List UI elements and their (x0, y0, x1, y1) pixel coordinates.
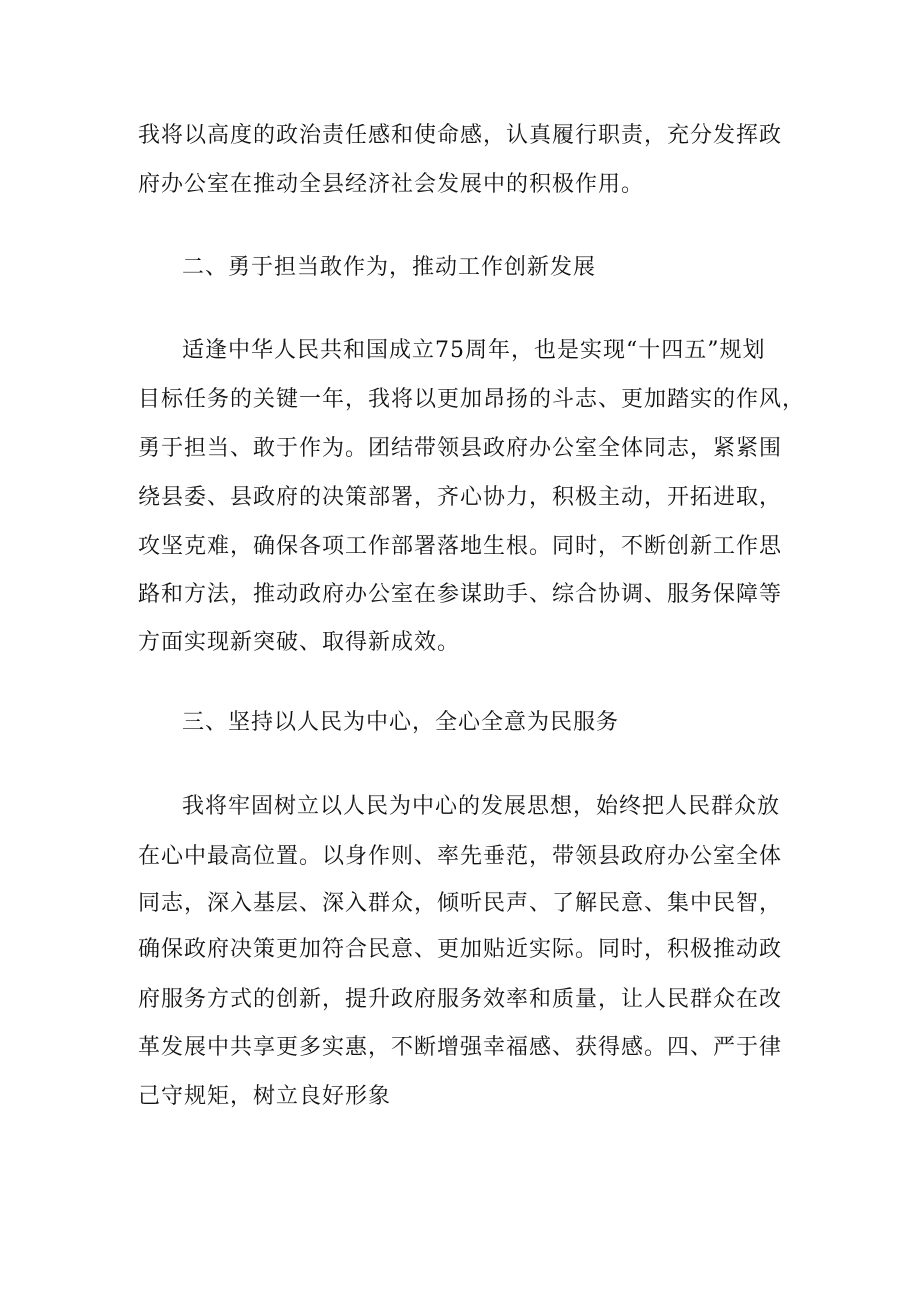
paragraph-2-line-6: 路和方法，推动政府办公室在参谋助手、综合协调、服务保障等 (138, 582, 783, 607)
paragraph-3-line-7: 己守规矩，树立良好形象 (138, 1084, 392, 1109)
paragraph-1-line-1: 我将以高度的政治责任感和使命感，认真履行职责，充分发挥政 (138, 123, 783, 148)
paragraph-3-line-6: 革发展中共享更多实惠，不断增强幸福感、获得感。四、严于律 (138, 1035, 783, 1060)
paragraph-2-line-7: 方面实现新突破、取得新成效。 (138, 630, 461, 655)
paragraph-3-line-5: 府服务方式的创新，提升政府服务效率和质量，让人民群众在改 (138, 987, 783, 1012)
paragraph-3-line-1: 我将牢固树立以人民为中心的发展思想，始终把人民群众放 (182, 794, 781, 819)
section-heading-2: 二、勇于担当敢作为，推动工作创新发展 (182, 255, 597, 280)
paragraph-1-line-2: 府办公室在推动全县经济社会发展中的积极作用。 (138, 172, 645, 197)
section-heading-3: 三、坚持以人民为中心，全心全意为民服务 (182, 710, 620, 735)
paragraph-2-line-4: 绕县委、县政府的决策部署，齐心协力，积极主动，开拓进取， (138, 485, 783, 510)
paragraph-2-line-5: 攻坚克难，确保各项工作部署落地生根。同时，不断创新工作思 (138, 534, 783, 559)
paragraph-3-line-2: 在心中最高位置。以身作则、率先垂范，带领县政府办公室全体 (138, 844, 783, 869)
paragraph-2-line-3: 勇于担当、敢于作为。团结带领县政府办公室全体同志，紧紧围 (138, 436, 783, 461)
paragraph-3-line-3: 同志，深入基层、深入群众，倾听民声、了解民意、集中民智， (138, 891, 783, 916)
paragraph-3-line-4: 确保政府决策更加符合民意、更加贴近实际。同时，积极推动政 (138, 937, 783, 962)
paragraph-2-line-1: 适逢中华人民共和国成立75周年，也是实现“十四五”规划 (182, 338, 766, 363)
paragraph-2-line-2: 目标任务的关键一年，我将以更加昂扬的斗志、更加踏实的作风， (138, 387, 806, 412)
